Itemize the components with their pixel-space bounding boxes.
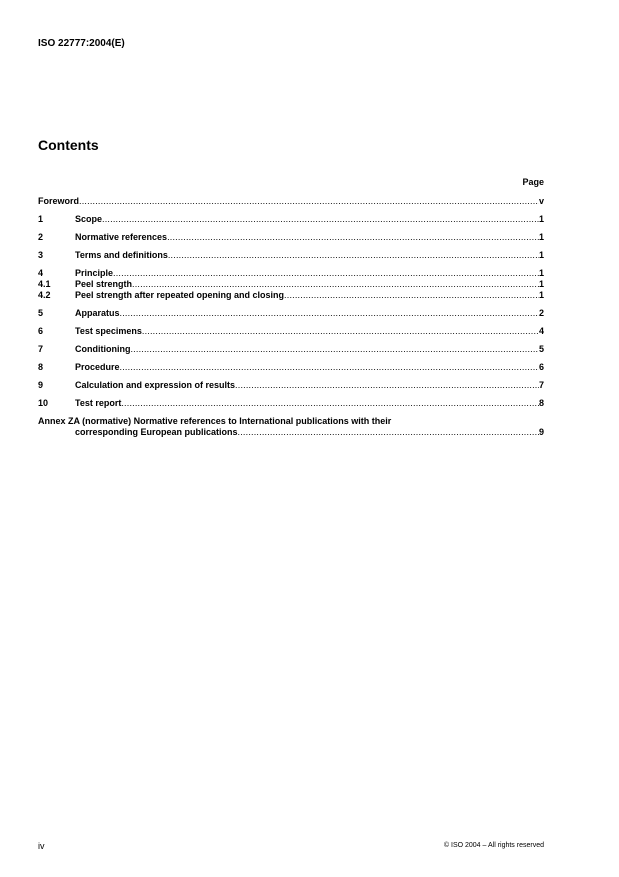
dot-leader: [168, 250, 539, 261]
dot-leader: [79, 196, 539, 207]
dot-leader: [235, 380, 539, 391]
toc-page: 1: [538, 290, 544, 300]
dot-leader: [113, 268, 539, 279]
toc-label: Peel strength after repeated opening and closing: [75, 290, 285, 300]
toc-entry-normative-references[interactable]: [38, 232, 544, 243]
toc-page: 8: [538, 398, 544, 408]
toc-label: Apparatus: [75, 308, 120, 318]
toc-entry-peel-strength-repeated[interactable]: [38, 290, 544, 301]
page-column-header: Page: [522, 177, 544, 187]
toc-number: 7: [38, 344, 44, 354]
toc-label: Principle: [75, 268, 114, 278]
toc-page: 1: [538, 214, 544, 224]
toc-page: 1: [538, 250, 544, 260]
toc-number: 4: [38, 268, 44, 278]
toc-page: 1: [538, 268, 544, 278]
toc-label: Procedure: [75, 362, 120, 372]
toc-page: 1: [538, 232, 544, 242]
toc-number: 2: [38, 232, 44, 242]
dot-leader: [284, 290, 539, 301]
toc-label: Test specimens: [75, 326, 142, 336]
toc-entry-peel-strength[interactable]: [38, 279, 544, 290]
toc-entry-procedure[interactable]: [38, 362, 544, 373]
dot-leader: [130, 344, 539, 355]
toc-label: Peel strength: [75, 279, 133, 289]
footer-copyright: © ISO 2004 – All rights reserved: [443, 842, 544, 849]
toc-page: v: [538, 196, 544, 206]
toc-number: 5: [38, 308, 44, 318]
toc-label: Foreword: [38, 196, 80, 206]
dot-leader: [132, 279, 539, 290]
dot-leader: [120, 362, 539, 373]
toc-entry-scope[interactable]: [38, 214, 544, 225]
toc-page: 1: [538, 279, 544, 289]
toc-entry-conditioning[interactable]: [38, 344, 544, 355]
toc-entry-apparatus[interactable]: [38, 308, 544, 319]
toc-entry-test-specimens[interactable]: [38, 326, 544, 337]
toc-number: 6: [38, 326, 44, 336]
toc-number: 10: [38, 398, 49, 408]
dot-leader: [167, 232, 539, 243]
toc-page: 9: [538, 427, 544, 437]
dot-leader: [142, 326, 539, 337]
toc-number: 8: [38, 362, 44, 372]
toc-entry-principle[interactable]: [38, 268, 544, 279]
toc-page: 5: [538, 344, 544, 354]
toc-label: Normative references: [75, 232, 168, 242]
toc-number: 4.2: [38, 290, 51, 300]
toc-entry-terms[interactable]: [38, 250, 544, 261]
toc-label: Scope: [75, 214, 103, 224]
toc-number: 3: [38, 250, 44, 260]
dot-leader: [120, 308, 539, 319]
toc-label: Terms and definitions: [75, 250, 168, 260]
page-title: Contents: [38, 137, 99, 153]
toc-number: 9: [38, 380, 44, 390]
toc-label-continued: corresponding European publications: [75, 427, 238, 437]
document-id: ISO 22777:2004(E): [38, 38, 125, 49]
footer-page-number: iv: [38, 841, 45, 851]
dot-leader: [121, 398, 539, 409]
toc-page: 7: [538, 380, 544, 390]
toc-label: Conditioning: [75, 344, 131, 354]
toc-label: Annex ZA (normative) Normative references to International publications with their: [38, 416, 392, 426]
dot-leader: [102, 214, 539, 225]
toc-number: 4.1: [38, 279, 51, 289]
toc-entry-calculation[interactable]: [38, 380, 544, 391]
toc-page: 2: [538, 308, 544, 318]
toc-label: Test report: [75, 398, 122, 408]
toc-entry-foreword[interactable]: [38, 196, 544, 207]
toc-number: 1: [38, 214, 44, 224]
dot-leader: [238, 427, 539, 438]
toc-page: 6: [538, 362, 544, 372]
toc-entry-annex-za[interactable]: [38, 416, 544, 438]
table-of-contents: [38, 196, 544, 438]
toc-page: 4: [538, 326, 544, 336]
toc-entry-test-report[interactable]: [38, 398, 544, 409]
toc-label: Calculation and expression of results: [75, 380, 236, 390]
